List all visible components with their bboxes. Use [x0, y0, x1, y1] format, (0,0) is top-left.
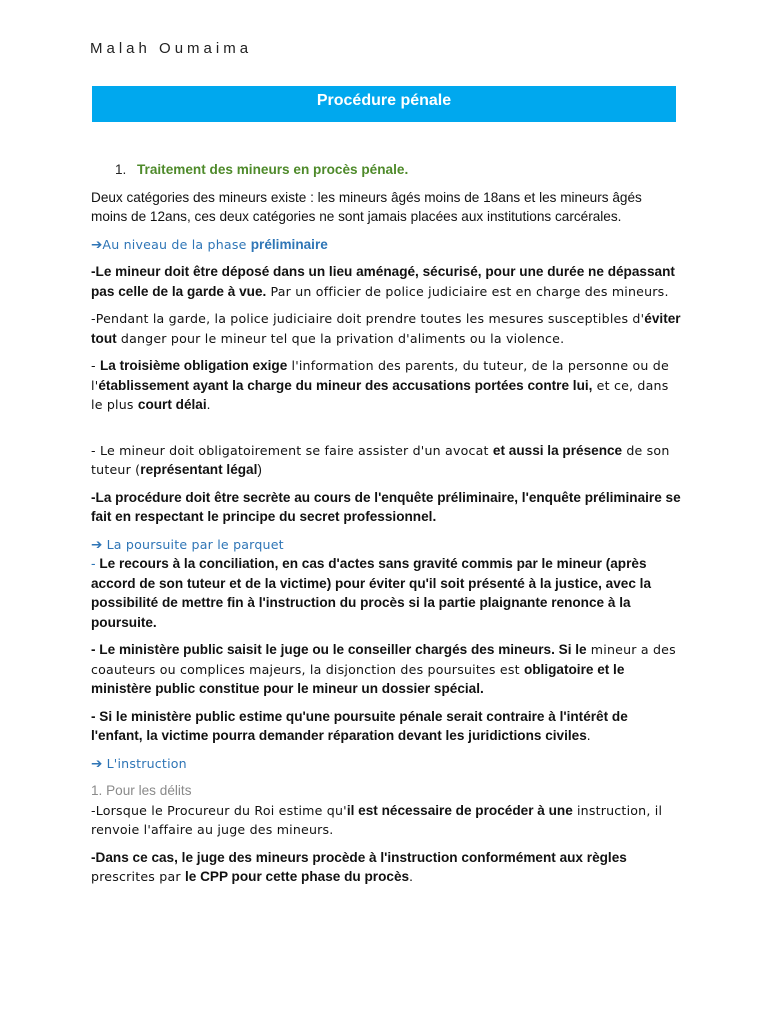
subheading-delits: 1. Pour les délits — [91, 783, 192, 798]
paragraph-juge-b: prescrites par — [91, 869, 185, 884]
spacer — [91, 423, 681, 441]
paragraph-secret — [91, 488, 681, 527]
paragraph-avocat-e: ) — [257, 462, 262, 477]
subheading-instruction — [91, 754, 681, 774]
paragraph-depot-bold: -Le mineur doit être déposé dans un lieu aménagé, sécurisé, pour une durée ne dépassant pas celle de la garde à vue. — [91, 264, 675, 299]
paragraph-avocat-a: - Le mineur doit obligatoirement se faire assister d'un avocat — [91, 442, 493, 458]
paragraph-information-b: La troisième obligation exige — [99, 358, 288, 373]
arrow-right-icon: ➔ — [91, 755, 103, 771]
paragraph-information-a: - — [91, 358, 100, 373]
paragraph-avocat-c: de son tuteur ( — [91, 442, 670, 477]
document-body — [91, 160, 681, 895]
section-number: 1. — [115, 162, 127, 177]
paragraph-secret-bold: -La procédure doit être secrète au cours de l'enquête préliminaire, l'enquête préliminaire se fait en respectant le principe du secret professionnel. — [91, 489, 681, 524]
subheading-poursuite — [91, 535, 681, 555]
paragraph-conciliation-text: Le recours à la conciliation, en cas d'actes sans gravité commis par le mineur (après accord de son tuteur et de la victime) pour éviter qu'il soit présenté à la justice, avec la possibilité de mettre fin à l'instruction du procès si la partie plaignante renonce à la poursuite. — [91, 556, 652, 630]
paragraph-garde-b: éviter tout — [91, 311, 681, 346]
paragraph-garde-a: -Pendant la garde, la police judiciaire doit prendre toutes les mesures susceptibles d' — [91, 311, 645, 326]
paragraph-procureur-c: instruction, il renvoie l'affaire au juge des mineurs. — [91, 802, 663, 837]
paragraph-depot-text: Par un officier de police judiciaire est en charge des mineurs. — [266, 283, 669, 299]
paragraph-information-d: établissement ayant la charge du mineur des accusations portées contre lui, — [98, 377, 593, 393]
paragraph-information-g: . — [206, 397, 211, 412]
arrow-right-icon: ➔ — [91, 536, 103, 552]
paragraph-juge — [91, 848, 681, 887]
paragraph-information-c: l'information des parents, du tuteur, de la personne ou de l' — [91, 358, 669, 393]
paragraph-juge-a: -Dans ce cas, le juge des mineurs procède à l'instruction conformément aux règles — [91, 849, 627, 865]
paragraph-conciliation — [91, 554, 681, 632]
subheading-label: L'instruction — [102, 755, 187, 771]
paragraph-avocat — [91, 441, 681, 480]
paragraph-ministere-b: mineur a des coauteurs ou complices majeurs, la disjonction des poursuites est — [91, 642, 676, 677]
paragraph-information — [91, 356, 681, 415]
arrow-right-icon: ➔ — [91, 236, 103, 252]
section-heading-text: Traitement des mineurs en procès pénale. — [137, 162, 409, 177]
title-banner: Procédure pénale — [92, 86, 676, 122]
section-heading — [115, 160, 681, 180]
paragraph-interet-a: - Si le ministère public estime qu'une poursuite pénale serait contraire à l'intérêt de l'enfant, la — [91, 708, 628, 743]
paragraph-information-f: court délai — [137, 397, 207, 412]
paragraph-juge-d: . — [409, 869, 413, 884]
subheading-preliminaire — [91, 235, 681, 255]
paragraph-procureur-b: il est nécessaire de procéder à une — [346, 802, 573, 818]
paragraph-information-e: et ce, dans le plus — [91, 377, 669, 412]
paragraph-avocat-b: et aussi la présence — [492, 442, 623, 458]
paragraph-interet — [91, 707, 681, 746]
paragraph-conciliation-dash: - — [91, 556, 100, 571]
subheading-label: Au niveau de la phase — [102, 236, 251, 252]
subheading-label: La poursuite par le parquet — [102, 536, 284, 552]
paragraph-procureur — [91, 801, 681, 840]
paragraph-procureur-a: -Lorsque le Procureur du Roi estime qu' — [91, 802, 347, 818]
paragraph-interet-b: victime pourra demander réparation devant les juridictions civiles — [161, 728, 587, 743]
intro-paragraph: Deux catégories des mineurs existe : les mineurs âgés moins de 18ans et les mineurs âgés moins de 12ans, ces deux catégories ne sont jamais placées aux institutions carcérales. — [91, 189, 642, 224]
paragraph-depot — [91, 262, 681, 301]
paragraph-avocat-d: représentant légal — [140, 462, 258, 477]
paragraph-ministere — [91, 640, 681, 699]
author-name: Malah Oumaima — [90, 40, 253, 57]
subheading-label-bold: préliminaire — [250, 236, 328, 252]
paragraph-juge-c: le CPP pour cette phase du procès — [184, 869, 410, 884]
paragraph-ministere-a: - Le ministère public saisit le juge ou le conseiller chargés des mineurs. Si le — [91, 642, 587, 657]
paragraph-garde — [91, 309, 681, 348]
paragraph-ministere-c: obligatoire et le ministère public constitue pour le mineur un dossier spécial. — [91, 661, 625, 696]
paragraph-interet-c: . — [586, 728, 591, 743]
paragraph-garde-c: danger pour le mineur tel que la privation d'aliments ou la violence. — [116, 330, 565, 346]
